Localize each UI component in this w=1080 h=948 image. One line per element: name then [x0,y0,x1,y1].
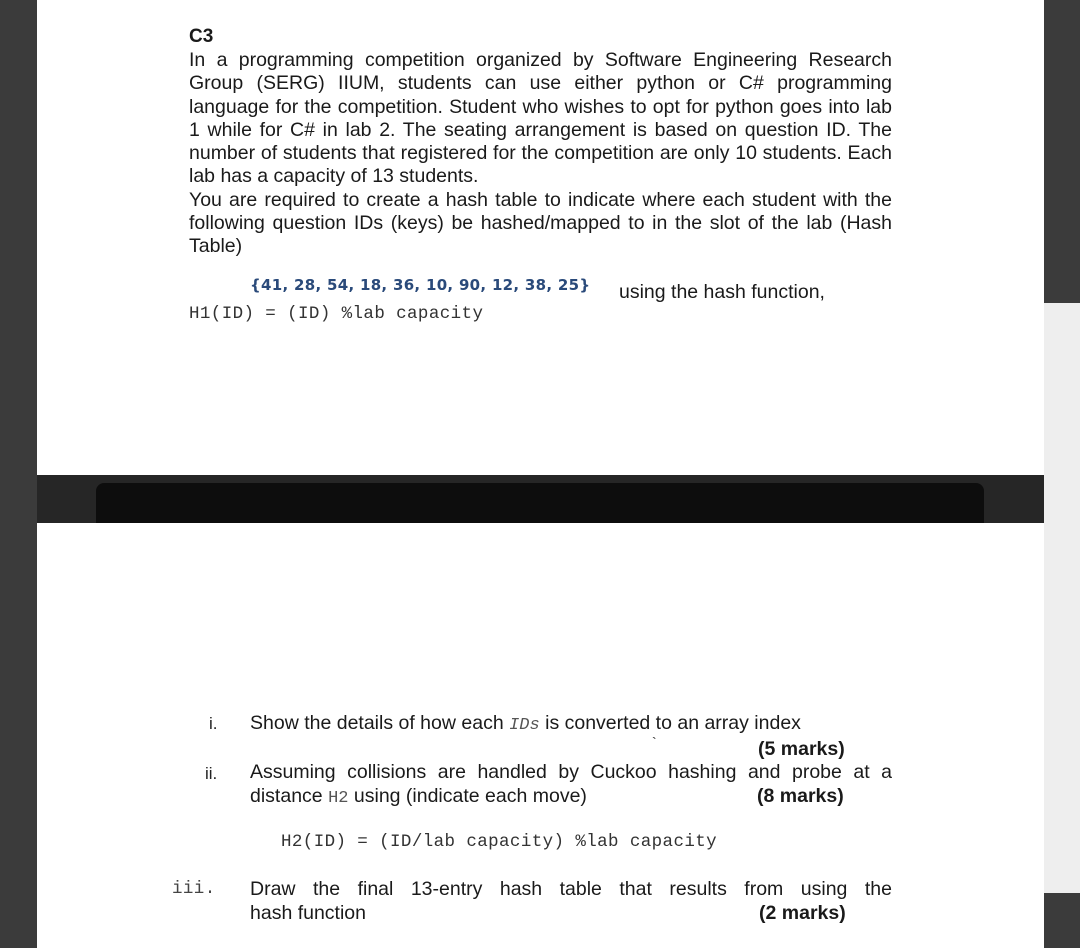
question-paragraph-1: In a programming competition organized by Software Engineering Research Group (SERG) IIUM, students can use either python or C# programming language for the competition. Student who wishes to opt for python goes into lab 1 while for C# in lab 2. The seating arrangement is based on question ID. The number of students that registered for the competition are only 10 students. Each lab has a capacity of 13 students. [189,49,892,188]
subquestion-iii-line1: Draw the final 13-entry hash table that results from using the [250,878,892,900]
subquestion-number-ii: ii. [205,764,218,783]
subquestion-ii-line2-start: distance [250,785,329,807]
hash-function-h2: H2(ID) = (ID/lab capacity) %lab capacity [281,832,718,852]
overlay-panel [96,483,984,523]
subquestion-ii-line1: Assuming collisions are handled by Cuckoo hashing and probe at a [250,761,892,783]
subquestion-i-text-end: is converted to an array index [539,712,801,734]
subquestion-ii-line2-end: using (indicate each move) [348,785,587,807]
subquestion-i-text-start: Show the details of how each [250,712,510,734]
subquestion-iii-line2: hash function [250,902,367,924]
scrollbar-track[interactable] [1044,303,1080,893]
subquestion-iii-marks: (2 marks) [759,902,846,924]
question-body [189,49,892,259]
subquestion-number-i: i. [209,714,218,733]
question-label: C3 [189,26,214,47]
stray-mark: ` [652,734,657,750]
ids-code: IDs [509,716,540,735]
viewer-left-margin [0,0,37,948]
question-keys: {41, 28, 54, 18, 36, 10, 90, 12, 38, 25} [250,276,591,294]
hash-function-h1: H1(ID) = (ID) %lab capacity [189,304,484,324]
keys-suffix-text: using the hash function, [619,281,825,303]
question-paragraph-2: You are required to create a hash table to indicate where each student with the following question IDs (keys) be hashed/mapped to in the slot of the lab (Hash Table) [189,188,892,258]
subquestion-i-text [250,712,801,737]
h2-code: H2 [328,789,349,808]
subquestion-i-marks: (5 marks) [758,738,845,760]
subquestion-number-iii: iii. [172,879,216,899]
subquestion-ii-marks: (8 marks) [757,785,844,807]
subquestion-ii-line2 [250,785,587,810]
